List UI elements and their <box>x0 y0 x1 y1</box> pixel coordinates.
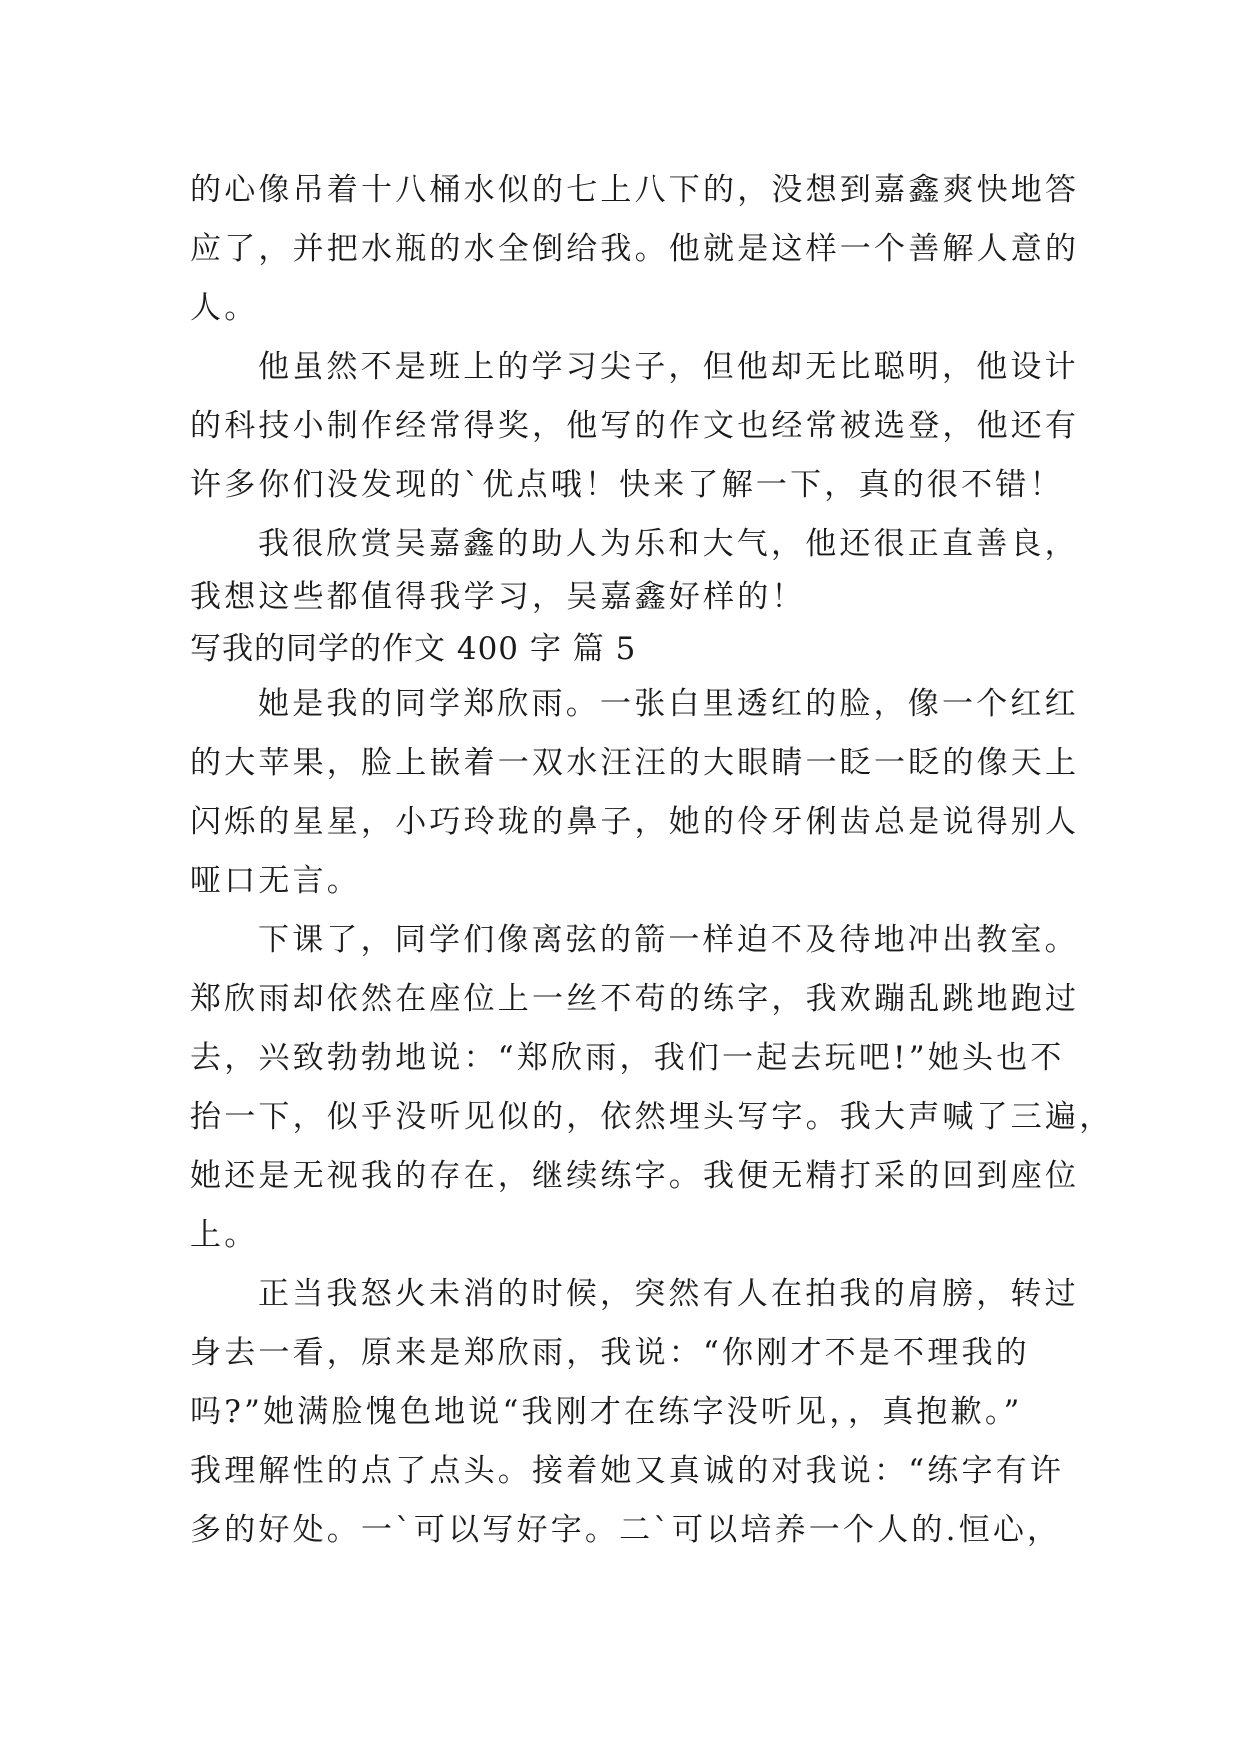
text-line: 我想这些都值得我学习，吴嘉鑫好样的！ <box>190 579 806 615</box>
text-line: 去，兴致勃勃地说：“郑欣雨，我们一起去玩吧!”她头也不 <box>190 1040 1065 1076</box>
text-line: 的心像吊着十八桶水似的七上八下的，没想到嘉鑫爽快地答 <box>190 172 1080 208</box>
text-line: 许多你们没发现的`优点哦！快来了解一下，真的很不错！ <box>190 467 1064 503</box>
text-line: 哑口无言。 <box>190 863 361 899</box>
paragraph-first-line: 我很欣赏吴嘉鑫的助人为乐和大气，他还很正直善良， <box>258 526 1079 562</box>
section-heading: 写我的同学的作文 400 字 篇 5 <box>190 631 637 667</box>
text-line: 的大苹果，脸上嵌着一双水汪汪的大眼睛一眨一眨的像天上 <box>190 745 1080 781</box>
text-line: 的科技小制作经常得奖，他写的作文也经常被选登，他还有 <box>190 408 1080 444</box>
text-line: 她还是无视我的存在，继续练字。我便无精打采的回到座位 <box>190 1158 1080 1194</box>
text-line: 身去一看，原来是郑欣雨，我说：“你刚才不是不理我的 <box>190 1335 1030 1371</box>
text-line: 上。 <box>190 1217 259 1253</box>
paragraph-first-line: 他虽然不是班上的学习尖子，但他却无比聪明，他设计 <box>258 349 1079 385</box>
text-line: 郑欣雨却依然在座位上一丝不苟的练字，我欢蹦乱跳地跑过 <box>190 981 1080 1017</box>
paragraph-first-line: 她是我的同学郑欣雨。一张白里透红的脸，像一个红红 <box>258 686 1079 722</box>
text-line: 吗?”她满脸愧色地说“我刚才在练字没听见，，真抱歉。” <box>190 1394 1023 1430</box>
text-line: 抬一下，似乎没听见似的，依然埋头写字。我大声喊了三遍， <box>190 1099 1114 1135</box>
paragraph-first-line: 下课了，同学们像离弦的箭一样迫不及待地冲出教室。 <box>258 922 1079 958</box>
text-line: 应了，并把水瓶的水全倒给我。他就是这样一个善解人意的 <box>190 231 1080 267</box>
text-line: 我理解性的点了点头。接着她又真诚的对我说：“练字有许 <box>190 1453 1065 1489</box>
text-line: 闪烁的星星，小巧玲珑的鼻子，她的伶牙俐齿总是说得别人 <box>190 804 1080 840</box>
paragraph-first-line: 正当我怒火未消的时候，突然有人在拍我的肩膀，转过 <box>258 1276 1079 1312</box>
text-line: 多的好处。一`可以写好字。二`可以培养一个人的.恒心， <box>190 1512 1062 1548</box>
text-line: 人。 <box>190 290 259 326</box>
